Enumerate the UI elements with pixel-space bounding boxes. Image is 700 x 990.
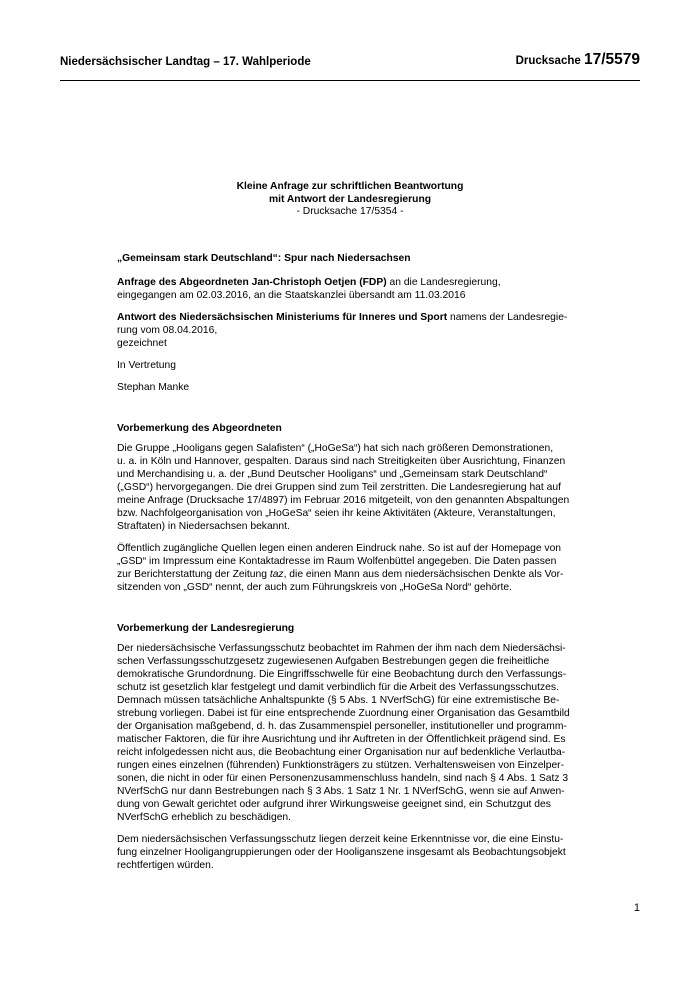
title-block (60, 181, 640, 219)
inquiry-dates: eingegangen am 02.03.2016, an die Staatskanzlei übersandt am 11.03.2016 (117, 290, 466, 301)
document-number-label: Drucksache (515, 55, 584, 67)
text-line: NVerfSchG nur dann Bestrebungen nach § 3 Abs. 1 Satz 1 Nr. 1 NVerfSchG, wenn sie auf Anwen- (117, 786, 565, 797)
title-line-3: - Drucksache 17/5354 - (296, 206, 404, 217)
text-line: u. a. in Köln und Hannover, gespalten. Daraus sind nach Streitigkeiten über Ausrichtung, Finanzen (117, 456, 566, 467)
section-heading-government: Vorbemerkung der Landesregierung (117, 623, 295, 634)
text-line: dung von Gewalt gerichtet oder aufgrund ihrer Wirkungsweise geeignet sind, ein Schutzgut des (117, 799, 551, 810)
text-line: („GSD“) hervorgegangen. Die drei Gruppen sind zum Teil zerstritten. Die Landesregierung hat auf (117, 482, 561, 493)
text-line: matischer Faktoren, die für ihre Ausrichtung und ihr Auftreten in der Öffentlichkeit prägend sind. Es (117, 734, 566, 745)
text-line: Die Gruppe „Hooligans gegen Salafisten“ („HoGeSa“) hat sich nach größeren Demonstrationen, (117, 443, 554, 454)
text-line: Demnach müssen tatsächliche Anhaltspunkte (§ 5 Abs. 1 NVerfSchG) für eine extremistische Be- (117, 695, 560, 706)
signer: Stephan Manke (117, 382, 190, 393)
text-line: reicht infolgedessen nicht aus, die Beobachtung einer Organisation nur auf bedenkliche Verlautba- (117, 747, 566, 758)
document-number (516, 51, 640, 69)
text-line: Dem niedersächsischen Verfassungsschutz liegen derzeit keine Erkenntnisse vor, die eine Einstu- (117, 834, 564, 845)
page-header (60, 50, 640, 81)
text-line: meine Anfrage (Drucksache 17/4897) im Februar 2016 mitgeteilt, von den genannten Abspaltungen (117, 495, 570, 506)
text-line: demokratische Grundordnung. Die Eingriffsschwelle für eine Beobachtung durch den Verfassungs- (117, 669, 567, 680)
text-line: Öffentlich zugängliche Quellen legen einen anderen Eindruck nahe. So ist auf der Homepage von (117, 543, 562, 554)
text-line: rungen eines einzelnen (führenden) Funktionsträgers zu stützen. Verhaltensweisen von Einzelper- (117, 760, 565, 771)
text-line: Straftaten) in Niedersachsen bekannt. (117, 521, 290, 532)
document-body (117, 252, 641, 872)
text-line: sitzenden von „GSD“ nennt, der auch zum Führungskreis von „HoGeSa Nord“ gehörte. (117, 582, 512, 593)
inquiry-recipient: an die Landesregierung, (386, 277, 501, 288)
answer-rest-1: namens der Landesregie- (447, 312, 568, 323)
text-line: NVerfSchG erheblich zu beschädigen. (117, 812, 292, 823)
inquiry-block (117, 276, 641, 302)
text-line: rechtfertigen würden. (117, 860, 214, 871)
text-line: schen Verfassungsschutzgesetz zugewiesenen Aufgaben Bestrebungen gegen die freiheitliche (117, 656, 550, 667)
answer-block (117, 311, 641, 350)
representation: In Vertretung (117, 360, 176, 371)
title-line-2: mit Antwort der Landesregierung (268, 193, 432, 205)
text-line: und Merchandising u. a. der „Bund Deutscher Hooligans“ und „Gemeinsam stark Deutschland“ (117, 469, 548, 480)
text-line: „GSD“ im Impressum eine Kontaktadresse im Raum Wolfenbüttel angegeben. Die Daten passen (117, 556, 557, 567)
text-line: sonen, die nicht in oder für einen Personenzusammenschluss handeln, sind nach § 4 Abs. 1 Satz 3 (117, 773, 569, 784)
answer-ministry: Antwort des Niedersächsischen Ministeriums für Inneres und Sport (117, 312, 448, 323)
text-segment: , die einen Mann aus dem niedersächsischen Denkte als Vor- (283, 569, 564, 580)
newspaper-name: taz (269, 569, 284, 580)
parliament-period: Niedersächsischer Landtag – 17. Wahlperiode (60, 56, 311, 68)
deputy-paragraph-2 (117, 542, 641, 594)
inquiry-author: Anfrage des Abgeordneten Jan-Christoph Oetjen (FDP) (117, 277, 387, 288)
government-paragraph-2 (117, 833, 641, 872)
text-line (117, 568, 641, 581)
text-line: strebung vorliegen. Dabei ist für eine entsprechende Zuordnung einer Organisation das Gesamtbild (117, 708, 570, 719)
section-heading-deputy: Vorbemerkung des Abgeordneten (117, 423, 282, 434)
answer-signed: gezeichnet (117, 338, 167, 349)
government-paragraph-1 (117, 642, 641, 824)
text-line: fung einzelner Hooligangruppierungen oder der Hooliganszene insgesamt als Beobachtungsobjekt (117, 847, 566, 858)
text-line: der Organisation maßgebend, d. h. das Zusammenspiel personeller, institutioneller und programm- (117, 721, 567, 732)
text-line: Der niedersächsische Verfassungsschutz beobachtet im Rahmen der ihm nach dem Niedersächsi- (117, 643, 566, 654)
document-number-value: 17/5579 (583, 51, 640, 68)
page-number: 1 (633, 902, 640, 914)
text-line: bzw. Nachfolgeorganisation von „HoGeSa“ seien ihr keine Aktivitäten (Akteure, Veranstaltungen, (117, 508, 556, 519)
title-line-1: Kleine Anfrage zur schriftlichen Beantwortung (236, 181, 464, 192)
text-segment: zur Berichterstattung der Zeitung (117, 569, 270, 580)
text-line: schutz ist gesetzlich klar festgelegt und damit verbindlich für die Arbeit des Verfassungsschutzes. (117, 682, 559, 693)
answer-date: rung vom 08.04.2016, (117, 325, 218, 336)
deputy-paragraph-1 (117, 442, 641, 533)
subject: „Gemeinsam stark Deutschland“: Spur nach Niedersachsen (117, 253, 411, 264)
